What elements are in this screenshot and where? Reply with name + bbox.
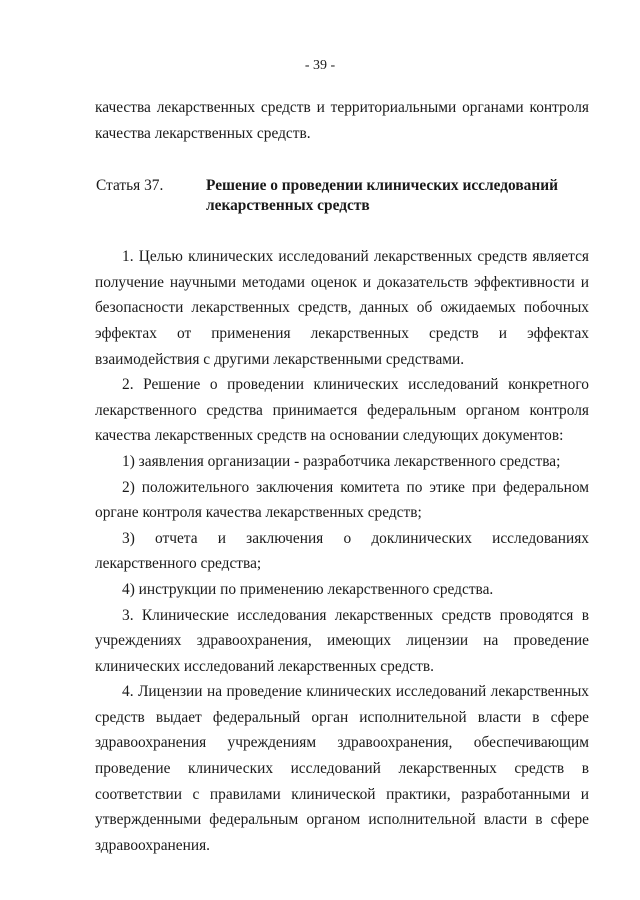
article-title: Решение о проведении клинических исследований лекарственных средств (206, 177, 558, 215)
paragraph-4: 4. Лицензии на проведение клинических исследований лекарственных средств выдает федеральный орган исполнительной власти в сфере здравоохранения учреждениям здравоохранения, обеспечивающим проведение клинических исследований лекарственных средств в соответствии с правилами клинической практики, разработанными и утвержденными федеральным органом исполнительной власти в сфере здравоохранения. (95, 683, 589, 854)
paragraph-3: 3. Клинические исследования лекарственных средств проводятся в учреждениях здравоохранения, имеющих лицензии на проведение клинических исследований лекарственных средств. (95, 606, 589, 675)
paragraph-1: 1. Целью клинических исследований лекарственных средств является получение научными методами оценок и доказательств эффективности и безопасности лекарственных средств, данных об ожидаемых побочных эффектах от применения лекарственных средств и эффектах взаимодействия с другими лекарственными средствами. (95, 248, 589, 368)
article-heading (95, 176, 589, 216)
page-number: - 39 - (304, 58, 336, 73)
paragraph-2: 2. Решение о проведении клинических исследований конкретного лекарственного средства принимается федеральным органом контроля качества лекарственных средств на основании следующих документов: (95, 376, 589, 445)
continuation-paragraph: качества лекарственных средств и территориальными органами контроля качества лекарственных средств. (95, 99, 589, 142)
list-item-4: 4) инструкции по применению лекарственного средства. (122, 580, 494, 598)
list-item-2: 2) положительного заключения комитета по этике при федеральном органе контроля качества лекарственных средств; (95, 478, 589, 522)
list-item-3: 3) отчета и заключения о доклинических исследованиях лекарственного средства; (95, 529, 589, 573)
article-number: Статья 37. (96, 177, 164, 195)
document-body (95, 95, 589, 858)
list-item-1: 1) заявления организации - разработчика лекарственного средства; (122, 452, 561, 470)
